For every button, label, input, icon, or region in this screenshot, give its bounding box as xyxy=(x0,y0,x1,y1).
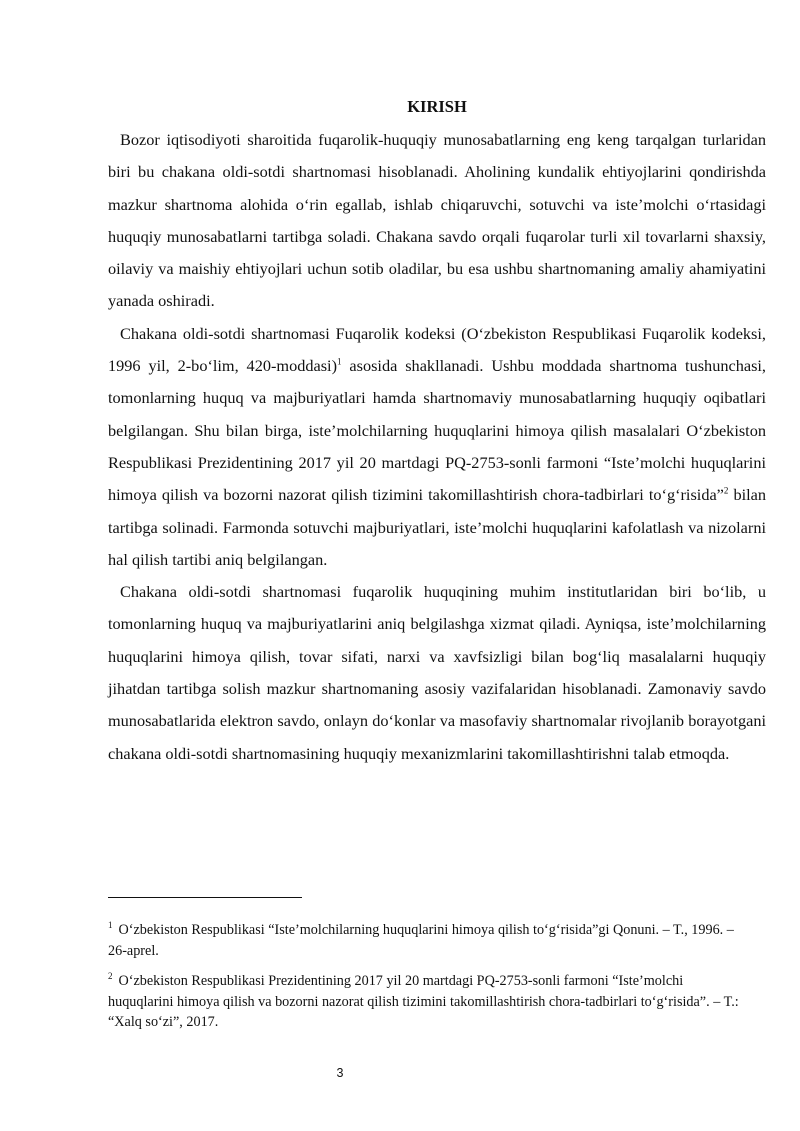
paragraph-2-part-b: asosida shakllanadi. Ushbu moddada shartnoma tushunchasi, tomonlarning huquq va majburiyatlari hamda shartnomaviy munosabatlarning huquqiy oqibatlari belgilangan. Shu bilan birga, iste’molchilarning huquqlarini himoya qilish masalalari O‘zbekiston Respublikasi Prezidentining 2017 yil 20 martdagi PQ-2753-sonli farmoni “Iste’molchi huquqlarini himoya qilish va bozorni nazorat qilish tizimini takomillashtirish chora-tadbirlari to‘g‘risida” xyxy=(108,356,766,505)
paragraph-2 xyxy=(108,318,766,576)
footnote-text-1: O‘zbekiston Respublikasi “Iste’molchilarning huquqlarini himoya qilish to‘g‘risida”gi Qonuni. – T., 1996. – 26-aprel. xyxy=(108,922,734,959)
footnote-1 xyxy=(108,920,748,961)
footnote-mark-2: 2 xyxy=(108,971,113,982)
paragraph-2-part-a: Chakana oldi-sotdi shartnomasi Fuqarolik kodeksi (O‘zbekiston Respublikasi Fuqarolik kodeksi, 1996 yil, 2-bo‘lim, 420-moddasi) xyxy=(108,323,766,376)
footnotes xyxy=(108,920,748,1043)
footnote-2 xyxy=(108,971,748,1033)
body-text xyxy=(108,124,766,770)
footnote-separator xyxy=(108,897,302,898)
footnote-text-2: O‘zbekiston Respublikasi Prezidentining 2017 yil 20 martdagi PQ-2753-sonli farmoni “Iste’molchi huquqlarini himoya qilish va bozorni nazorat qilish tizimini takomillashtirish chora-tadbirlari to‘g‘risida”. – T.: “Xalq so‘zi”, 2017. xyxy=(108,973,739,1030)
footnote-ref-2[interactable]: 2 xyxy=(723,485,729,496)
paragraph-1: Bozor iqtisodiyoti sharoitida fuqarolik-huquqiy munosabatlarning eng keng tarqalgan turlaridan biri bu chakana oldi-sotdi shartnomasi hisoblanadi. Aholining kundalik ehtiyojlarini qondirishda mazkur shartnoma alohida o‘rin egallab, ishlab chiqaruvchi, sotuvchi va iste’molchi o‘rtasidagi huquqiy munosabatlarni tartibga soladi. Chakana savdo orqali fuqarolar turli xil tovarlarni shaxsiy, oilaviy va maishiy ehtiyojlari uchun sotib oladilar, bu esa ushbu shartnomaning amaliy ahamiyatini yanada oshiradi. xyxy=(108,130,766,311)
page-title: KIRISH xyxy=(407,97,467,116)
page-number: 3 xyxy=(336,1066,344,1080)
footnote-ref-1[interactable]: 1 xyxy=(337,356,342,367)
paragraph-3: Chakana oldi-sotdi shartnomasi fuqarolik huquqining muhim institutlaridan biri bo‘lib, u tomonlarning huquq va majburiyatlarini aniq belgilashga xizmat qiladi. Ayniqsa, iste’molchilarning huquqlarini himoya qilish, tovar sifati, narxi va xavfsizligi bilan bog‘liq masalalarni huquqiy jihatdan tartibga solish mazkur shartnomaning asosiy vazifalaridan hisoblanadi. Zamonaviy savdo munosabatlarida elektron savdo, onlayn do‘konlar va masofaviy shartnomalar rivojlanib borayotgani chakana oldi-sotdi shartnomasining huquqiy mexanizmlarini takomillashtirishni talab etmoqda. xyxy=(108,582,766,763)
footnote-mark-1: 1 xyxy=(108,920,113,931)
paragraph-2-part-c: bilan tartibga solinadi. Farmonda sotuvchi majburiyatlari, iste’molchi huquqlarini kafolatlash va nizolarni hal qilish tartibi aniq belgilangan. xyxy=(108,485,767,569)
